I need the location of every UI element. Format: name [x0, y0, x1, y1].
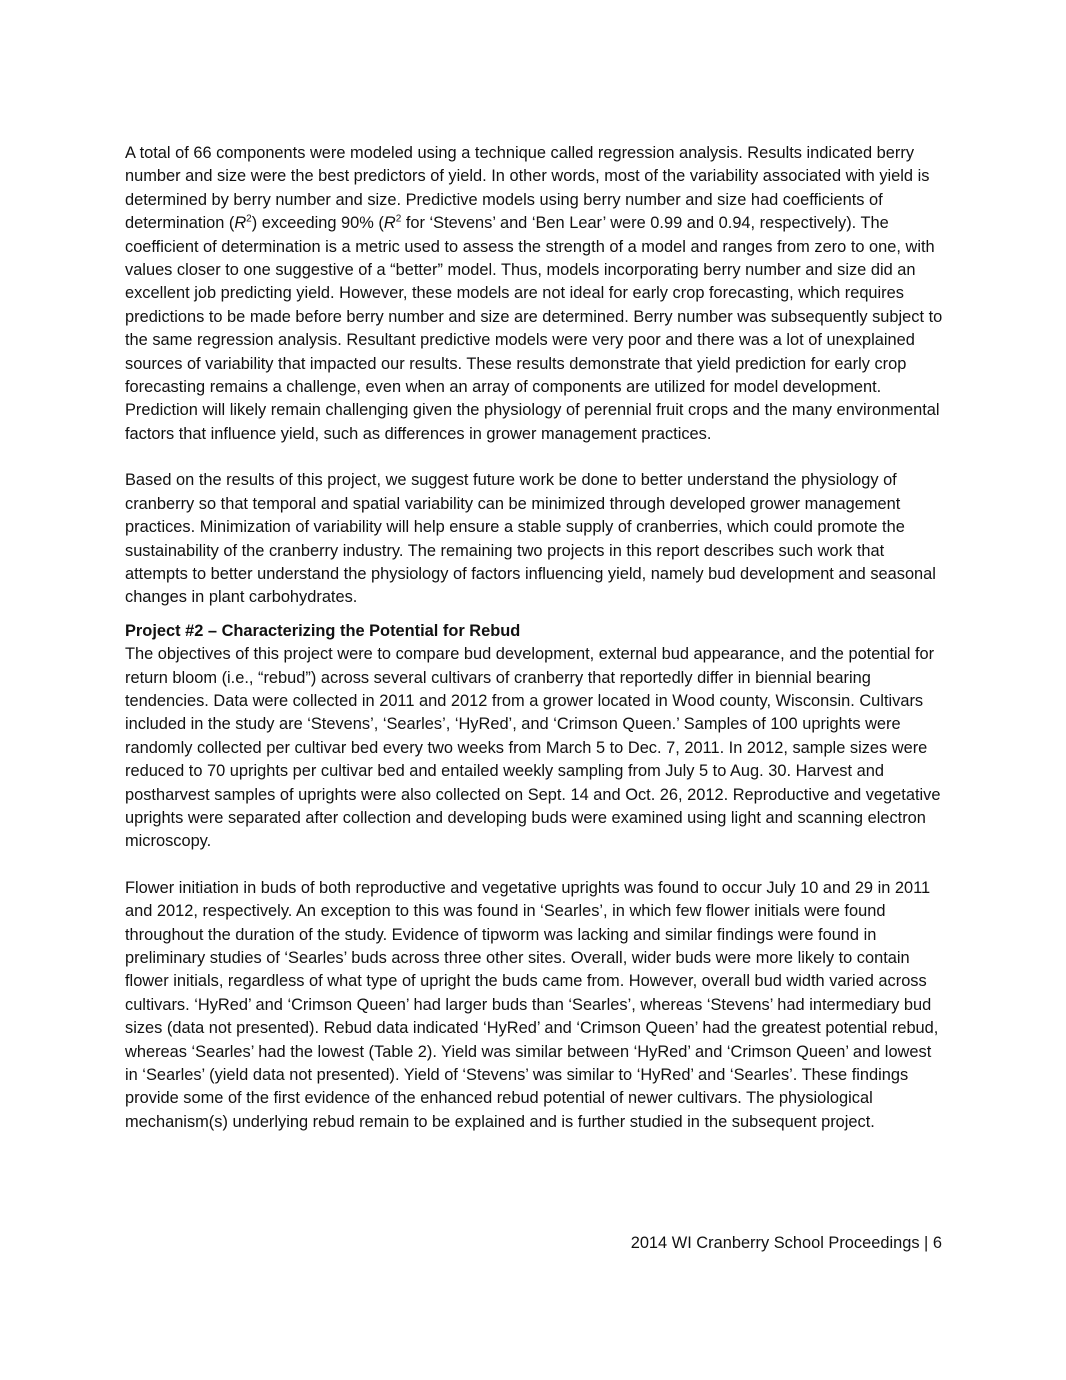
paragraph-project-objectives: The objectives of this project were to compare bud development, external bud appearance, and the potential for return bloom (i.e., “rebud”) across several cultivars of cranberry that reportedly differ in biennial bearing tendencies. Data were collected in 2011 and 2012 from a grower located in Wood county, Wisconsin. Cultivars included in the study are ‘Stevens’, ‘Searles’, ‘HyRed’, and ‘Crimson Queen.’ Samples of 100 uprights were randomly collected per cultivar bed every two weeks from March 5 to Dec. 7, 2011. In 2012, sample sizes were reduced to 70 uprights per cultivar bed and entailed weekly sampling from July 5 to Aug. 30. Harvest and postharvest samples of uprights were also collected on Sept. 14 and Oct. 26, 2012. Reproductive and vegetative uprights were separated after collection and developing buds were examined using light and scanning electron microscopy.: [125, 645, 941, 851]
superscript: 2: [395, 213, 402, 225]
r-squared-symbol: R: [383, 214, 396, 233]
paragraph-flower-initiation: Flower initiation in buds of both reproductive and vegetative uprights was found to occur July 10 and 29 in 2011 and 2012, respectively. An exception to this was found in ‘Searles’, in which few flower initials were found throughout the duration of the study. Evidence of tipworm was lacking and similar findings were found in preliminary studies of ‘Searles’ buds across three other sites. Overall, wider buds were more likely to contain flower initials, regardless of what type of upright the buds came from. However, overall bud width varied across cultivars. ‘HyRed’ and ‘Crimson Queen’ had larger buds than ‘Searles’, whereas ‘Stevens’ had intermediary bud sizes (data not presented). Rebud data indicated ‘HyRed’ and ‘Crimson Queen’ had the greatest potential rebud, whereas ‘Searles’ had the lowest (Table 2). Yield was similar between ‘HyRed’ and ‘Crimson Queen’ and lowest in ‘Searles’ (yield data not presented). Yield of ‘Stevens’ was similar to ‘HyRed’ and ‘Searles’. These findings provide some of the first evidence of the enhanced rebud potential of newer cultivars. The physiological mechanism(s) underlying rebud remain to be explained and is further studied in the subsequent project.: [125, 878, 939, 1131]
section-heading-project-2: Project #2 – Characterizing the Potential for Rebud: [125, 621, 521, 640]
paragraph-future-work: Based on the results of this project, we suggest future work be done to better understand the physiology of cranberry so that temporal and spatial variability can be minimized through developed grower management practices. Minimization of variability will help ensure a stable supply of cranberries, which could promote the sustainability of the cranberry industry. The remaining two projects in this report describes such work that attempts to better understand the physiology of factors influencing yield, namely bud development and seasonal changes in plant carbohydrates.: [125, 471, 936, 607]
superscript: 2: [246, 213, 252, 225]
paragraph-text: for ‘Stevens’ and ‘Ben Lear’ were 0.99 and 0.94, respectively). The coefficient of determination is a metric used to assess the strength of a model and ranges from zero to one, with values closer to one suggestive of a “better” model. Thus, models incorporating berry number and size did an excellent job predicting yield. However, these models are not ideal for early crop forecasting, which requires predictions to be made before berry number and size are determined. Berry number was subsequently subject to the same regression analysis. Resultant predictive models were very poor and there was a lot of unexplained sources of variability that impacted our results. These results demonstrate that yield prediction for early crop forecasting remains a challenge, even when an array of components are utilized for model development. Prediction will likely remain challenging given the physiology of perennial fruit crops and the many environmental factors that influence yield, such as differences in grower management practices.: [125, 214, 943, 443]
paragraph-regression-analysis: [125, 142, 943, 446]
page-footer: 2014 WI Cranberry School Proceedings | 6: [630, 1234, 942, 1252]
paragraph-text: ) exceeding 90% (: [251, 214, 384, 233]
paragraph-text: A total of 66 components were modeled using a technique called regression analysis. Results indicated berry number and size were the best predictors of yield. In other words, most of the variability associated with yield is determined by berry number and size. Predictive models using berry number and size had coefficients of determination (: [125, 144, 930, 233]
r-squared-symbol: R: [234, 214, 247, 233]
document-body: [125, 142, 943, 1134]
